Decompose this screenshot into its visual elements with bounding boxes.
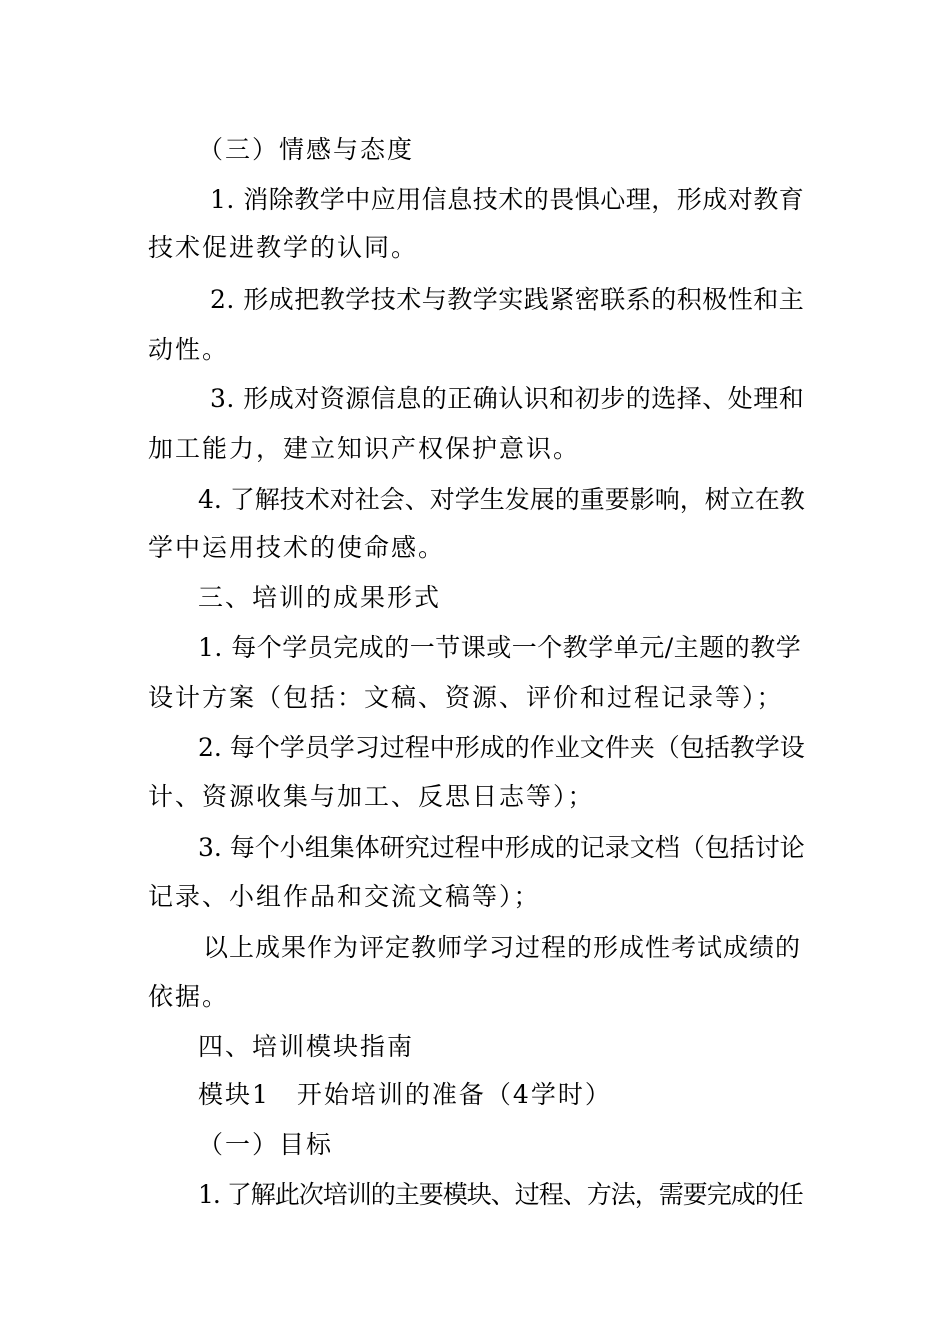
paragraph-line: 记录、小组作品和交流文稿等）；	[148, 882, 541, 911]
heading-objectives: （一）目标	[198, 1130, 334, 1159]
paragraph-line: 3. 每个小组集体研究过程中形成的记录文档（包括讨论	[198, 833, 805, 862]
paragraph-line: 1. 消除教学中应用信息技术的畏惧心理，形成对教育	[210, 185, 805, 214]
heading-module-1: 模块1 开始培训的准备（4学时）	[198, 1080, 612, 1109]
paragraph-line: 1. 每个学员完成的一节课或一个教学单元/主题的教学	[198, 633, 802, 662]
paragraph-line: 1. 了解此次培训的主要模块、过程、方法，需要完成的任	[198, 1180, 803, 1209]
heading-outcome-forms: 三、培训的成果形式	[198, 583, 442, 612]
heading-module-guide: 四、培训模块指南	[198, 1032, 415, 1061]
paragraph-line: 3. 形成对资源信息的正确认识和初步的选择、处理和	[210, 384, 805, 413]
paragraph-line: 4. 了解技术对社会、对学生发展的重要影响，树立在教	[198, 485, 805, 514]
paragraph-line: 动性。	[148, 335, 230, 364]
paragraph-line: 技术促进教学的认同。	[148, 233, 419, 262]
paragraph-line: 依据。	[148, 982, 230, 1011]
paragraph-line: 学中运用技术的使命感。	[148, 533, 446, 562]
paragraph-line: 设计方案（包括：文稿、资源、评价和过程记录等）；	[148, 683, 784, 712]
paragraph-line: 计、资源收集与加工、反思日志等）；	[148, 782, 595, 811]
heading-emotion-attitude: （三）情感与态度	[198, 135, 415, 164]
paragraph-line: 2. 形成把教学技术与教学实践紧密联系的积极性和主	[210, 285, 805, 314]
paragraph-line: 以上成果作为评定教师学习过程的形成性考试成绩的	[203, 933, 802, 962]
paragraph-line: 加工能力，建立知识产权保护意识。	[148, 434, 581, 463]
paragraph-line: 2. 每个学员学习过程中形成的作业文件夹（包括教学设	[198, 733, 805, 762]
